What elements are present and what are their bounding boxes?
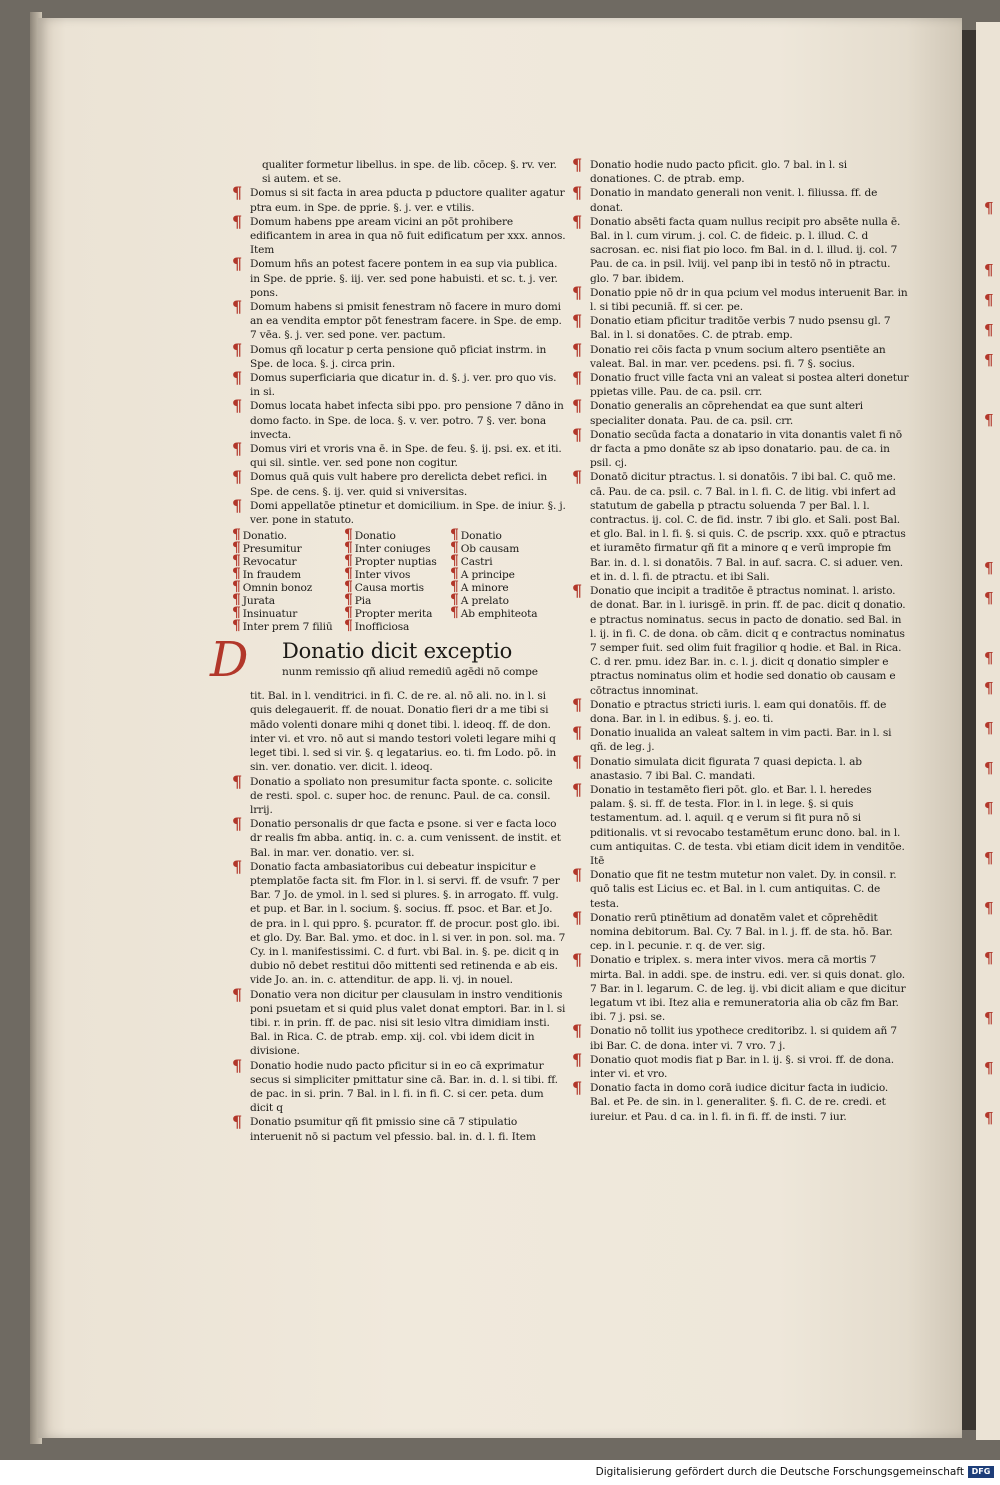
list-item: ¶ Domus si sit facta in area pducta p pductore qualiter agatur ptra eum. in Spe. de pprie. §. j. ver. e vtilis. bbox=[232, 183, 565, 214]
pilcrow-icon: ¶ bbox=[984, 679, 994, 697]
list-item: ¶ Donatio in mandato generali non venit. l. filiussa. ff. de donat. bbox=[572, 183, 878, 214]
index-cell: ¶ Donatio bbox=[344, 527, 396, 544]
pilcrow-icon: ¶ bbox=[572, 424, 583, 444]
list-item: ¶ Donatio generalis an cōprehendat ea que sunt alteri specialiter donata. Pau. de ca. psil. crr. bbox=[572, 396, 864, 427]
list-item: ¶ Donatio rei cōis facta p vnum socium altero psentiēte an valeat. Bal. in mar. ver. pcedens. psi. fi. 7 §. socius. bbox=[572, 339, 886, 370]
list-item: ¶ Donatio facta ambasiatoribus cui debeatur inspicitur e ptemplatōe facta sit. fm Flor. in l. si servi. ff. de vsufr. 7 per Bar. 7 Jo. de ymol. in l. sed si plures. §. in arrogato. ff. vulg. et pup. et Bar. in l. socium. §. socius. ff. psoc. et Bar. et Jo. de pra. in l. qui ppro. §. pcurator. ff. de procur. post glo. ibi. et glo. Dy. Bar. Bal. ymo. et doc. in l. si ver. in pon. sol. ma. 7 Cy. in l. manifestissimi. C. d furt. vbi Bal. in. §. pe. dicit q in dubio nō debet restitui dōo mittenti sed retinenda e ab eis. vide Jo. an. in. c. attenditur. de app. li. vj. in nouel. bbox=[232, 856, 566, 987]
heading-title: Donatio dicit exceptio bbox=[282, 639, 513, 664]
pilcrow-icon: ¶ bbox=[984, 199, 994, 217]
pilcrow-icon: ¶ bbox=[232, 605, 241, 622]
index-cell: ¶ Castri bbox=[450, 553, 493, 570]
pilcrow-icon: ¶ bbox=[572, 396, 583, 416]
pilcrow-icon: ¶ bbox=[984, 1009, 994, 1027]
pilcrow-icon: ¶ bbox=[450, 605, 459, 622]
pilcrow-icon: ¶ bbox=[232, 339, 243, 359]
list-item: ¶ Donatio facta in domo corā iudice dicitur facta in iudicio. Bal. et Pe. de sin. in l. generaliter. §. fi. C. de re. credi. et iureiur. et Pau. d ca. in l. fi. in fi. ff. de insti. 7 iur. bbox=[572, 1078, 889, 1123]
pilcrow-icon: ¶ bbox=[572, 1049, 583, 1069]
pilcrow-icon: ¶ bbox=[984, 899, 994, 917]
pilcrow-icon: ¶ bbox=[450, 553, 459, 570]
pilcrow-icon: ¶ bbox=[572, 1021, 583, 1041]
pilcrow-icon: ¶ bbox=[572, 155, 583, 174]
index-cell: ¶ A minore bbox=[450, 579, 509, 596]
list-item: ¶ Donatio inualida an valeat saltem in vim pacti. Bar. in l. si qñ. de leg. j. bbox=[572, 723, 892, 754]
index-cell: ¶ Inter vivos bbox=[344, 566, 411, 583]
index-cell: ¶ Propter nuptias bbox=[344, 553, 437, 570]
index-cell: ¶ Omnin bonoz bbox=[232, 579, 313, 596]
index-cell: ¶ A prelato bbox=[450, 592, 509, 609]
pilcrow-icon: ¶ bbox=[984, 589, 994, 607]
list-item: ¶ Domum habens ppe aream vicini an pōt prohibere edificantem in area in qua nō fuit edificatum per xxx. annos. Item bbox=[232, 211, 566, 257]
entry-list bbox=[572, 155, 910, 1124]
pilcrow-icon: ¶ bbox=[232, 984, 243, 1004]
list-item: ¶ Donatio que fit ne testm mutetur non valet. Dy. in consil. r. quō talis est Licius ec. et Bal. in l. cum antiquitas. C. de testa. bbox=[572, 865, 897, 910]
pilcrow-icon: ¶ bbox=[572, 723, 583, 743]
pilcrow-icon: ¶ bbox=[572, 211, 583, 231]
pilcrow-icon: ¶ bbox=[232, 211, 243, 231]
pilcrow-icon: ¶ bbox=[344, 540, 353, 557]
pilcrow-icon: ¶ bbox=[232, 439, 243, 459]
pilcrow-icon: ¶ bbox=[984, 759, 994, 777]
pilcrow-icon: ¶ bbox=[572, 183, 583, 203]
index-cell: ¶ Revocatur bbox=[232, 553, 297, 570]
body-paragraph: tit. Bal. in l. venditrici. in fi. C. de re. al. nō ali. no. in l. si quis delegauerit. ff. de nouat. Donatio fieri dr a me tibi si mādo volenti donare mihi q donet tibi. l. ideoq. ff. de don. inter vi. et vro. nō aut si mando testori voleti legare mihi q leget tibi. l. sed si vir. §. q legatarius. eo. ti. fm Lodo. pō. in sin. ver. donatio. ver. dicit. l. ideoq. bbox=[250, 690, 557, 774]
index-cell: ¶ Ob causam bbox=[450, 540, 520, 557]
index-cell: ¶ Causa mortis bbox=[344, 579, 424, 596]
list-item: ¶ Domus locata habet infecta sibi ppo. pro pensione 7 dāno in domo facto. in Spe. de loca. §. v. ver. potro. 7 §. ver. bona invecta. bbox=[232, 396, 564, 441]
pilcrow-icon: ¶ bbox=[572, 1078, 583, 1098]
list-item: ¶ Donatio secūda facta a donatario in vita donantis valet fi nō dr facta a pmo donāte sz ab ipso donatario. pau. de ca. in psil. cj. bbox=[572, 424, 902, 470]
pilcrow-icon: ¶ bbox=[232, 856, 243, 876]
index-cell: ¶ Presumitur bbox=[232, 540, 302, 557]
index-cell: ¶ Inter prem 7 filiū bbox=[232, 618, 333, 635]
index-cell: ¶ Insinuatur bbox=[232, 605, 298, 622]
list-item: ¶ Donatio absēti facta quam nullus recipit pro absēte nulla ē. Bal. in l. cum virum. j. col. C. de fideic. p. l. illud. C. d sacrosan. ec. nisi fiat pio loco. fm Bal. in d. l. illud. ij. col. 7 Pau. de ca. in psil. lviij. vel panp ibi in testō nō in ptractu. glo. 7 bar. ibidem. bbox=[572, 211, 901, 285]
list-item: ¶ Donatio quot modis fiat p Bar. in l. ij. §. si vroi. ff. de dona. inter vi. et vro. bbox=[572, 1049, 894, 1080]
pilcrow-icon: ¶ bbox=[232, 183, 243, 203]
pilcrow-icon: ¶ bbox=[232, 618, 241, 635]
pilcrow-icon: ¶ bbox=[344, 579, 353, 596]
pilcrow-icon: ¶ bbox=[232, 368, 243, 388]
pilcrow-icon: ¶ bbox=[572, 907, 583, 927]
list-item: ¶ Donatio hodie nudo pacto pficit. glo. 7 bal. in l. si donationes. C. de ptrab. emp. bbox=[572, 155, 848, 186]
pilcrow-icon: ¶ bbox=[232, 566, 241, 583]
pilcrow-icon: ¶ bbox=[344, 553, 353, 570]
right-text-column bbox=[572, 155, 910, 1124]
index-cell: ¶ Inter coniuges bbox=[344, 540, 431, 557]
pilcrow-icon: ¶ bbox=[984, 849, 994, 867]
list-item: ¶ Donatio simulata dicit figurata 7 quasi depicta. l. ab anastasio. 7 ibi Bal. C. mandati. bbox=[572, 751, 862, 782]
funding-notice: Digitalisierung gefördert durch die Deutsche Forschungsgemeinschaft bbox=[595, 1466, 964, 1478]
pilcrow-icon: ¶ bbox=[232, 297, 243, 317]
pilcrow-icon: ¶ bbox=[232, 771, 243, 791]
pilcrow-icon: ¶ bbox=[232, 1055, 243, 1075]
left-text-column bbox=[210, 158, 566, 1144]
pilcrow-icon: ¶ bbox=[450, 540, 459, 557]
pilcrow-icon: ¶ bbox=[344, 527, 353, 544]
pilcrow-icon: ¶ bbox=[572, 467, 583, 487]
dfg-logo-icon: DFG bbox=[968, 1466, 994, 1478]
entry-list bbox=[232, 771, 566, 1144]
pilcrow-icon: ¶ bbox=[984, 1059, 994, 1077]
list-item: ¶ Donatio personalis dr que facta e psone. si ver e facta loco dr realis fm abba. antiq. in. c. a. cum venissent. de instit. et Bal. in mar. ver. donatio. ver. si. bbox=[232, 814, 561, 859]
entry-list bbox=[232, 183, 566, 527]
footer-bar bbox=[0, 1460, 1000, 1485]
index-cell: ¶ In fraudem bbox=[232, 566, 301, 583]
pilcrow-icon: ¶ bbox=[344, 592, 353, 609]
list-item: ¶ Domus superficiaria que dicatur in. d. §. j. ver. pro quo vis. in si. bbox=[232, 368, 557, 399]
pilcrow-icon: ¶ bbox=[232, 1112, 243, 1132]
pilcrow-icon: ¶ bbox=[232, 592, 241, 609]
section-heading bbox=[210, 632, 566, 689]
pilcrow-icon: ¶ bbox=[572, 581, 583, 601]
index-cell: ¶ Inofficiosa bbox=[344, 618, 410, 635]
pilcrow-icon: ¶ bbox=[984, 351, 994, 369]
list-item: ¶ Domum hñs an potest facere pontem in ea sup via publica. in Spe. de pprie. §. iij. ver. sed pone habuisti. et sc. t. j. ver. pons. bbox=[232, 254, 558, 299]
pilcrow-icon: ¶ bbox=[572, 779, 583, 799]
list-item: ¶ Domum habens si pmisit fenestram nō facere in muro domi an ea vendita emptor pōt fenestram facere. in Spe. de emp. 7 vēa. §. j. ver. sed pone. ver. pactum. bbox=[232, 297, 562, 342]
pilcrow-icon: ¶ bbox=[984, 719, 994, 737]
pilcrow-icon: ¶ bbox=[572, 865, 583, 885]
pilcrow-icon: ¶ bbox=[450, 579, 459, 596]
index-cell: ¶ A principe bbox=[450, 566, 515, 583]
decorated-initial: D bbox=[210, 632, 249, 689]
pilcrow-icon: ¶ bbox=[232, 467, 243, 487]
list-item: ¶ Donatio e ptractus stricti iuris. l. eam qui donatōis. ff. de dona. Bar. in l. in edibus. §. j. eo. ti. bbox=[572, 694, 887, 725]
pilcrow-icon: ¶ bbox=[984, 261, 994, 279]
pilcrow-icon: ¶ bbox=[232, 254, 243, 274]
pilcrow-icon: ¶ bbox=[572, 694, 583, 714]
pilcrow-icon: ¶ bbox=[984, 1109, 994, 1127]
list-item: ¶ Donatio psumitur qñ fit pmissio sine cā 7 stipulatio interuenit nō si pactum vel pfessio. bal. in. d. l. fi. Item bbox=[232, 1112, 536, 1143]
index-cell: ¶ Propter merita bbox=[344, 605, 433, 622]
pilcrow-icon: ¶ bbox=[344, 605, 353, 622]
pilcrow-icon: ¶ bbox=[232, 527, 241, 544]
pilcrow-icon: ¶ bbox=[344, 566, 353, 583]
pilcrow-icon: ¶ bbox=[572, 282, 583, 302]
pilcrow-icon: ¶ bbox=[572, 311, 583, 331]
pilcrow-icon: ¶ bbox=[572, 368, 583, 388]
pilcrow-icon: ¶ bbox=[450, 592, 459, 609]
pilcrow-icon: ¶ bbox=[232, 814, 243, 834]
pilcrow-icon: ¶ bbox=[232, 540, 241, 557]
pilcrow-icon: ¶ bbox=[232, 553, 241, 570]
list-item: ¶ Donatō dicitur ptractus. l. si donatōis. 7 ibi bal. C. quō me. cā. Pau. de ca. psil. c. 7 Bal. in l. fi. C. de litig. vbi infert ad statutum de gabella p ptractu soluenda 7 per Bal. l. l. contractus. ij. col. C. de fid. instr. 7 ibi glo. et Sali. post Bal. et glo. Bal. in l. fi. §. si quis. C. de pscrip. xxx. quō e ptractus et iuramēto firmatur qñ fit a minore q e verū impropie fm Bar. in. d. l. si donatōis. 7 Bal. in auf. sacra. C. si aduer. ven. et in. d. l. fi. de ptractu. et ibi Sali. bbox=[572, 467, 906, 583]
book-gutter bbox=[962, 30, 976, 1430]
index-cell: ¶ Donatio bbox=[450, 527, 502, 544]
pilcrow-icon: ¶ bbox=[572, 751, 583, 771]
heading-subline: nunm remissio qñ aliud remediū agēdi nō compe bbox=[282, 666, 538, 679]
list-item: ¶ Domus viri et vroris vna ē. in Spe. de feu. §. ij. psi. ex. et iti. qui sil. sintle. ver. sed pone non cogitur. bbox=[232, 439, 562, 470]
index-cell: ¶ Donatio. bbox=[232, 527, 287, 544]
index-cell: ¶ Jurata bbox=[232, 592, 275, 609]
list-item: ¶ Donatio rerū ptinētium ad donatēm valet et cōprehēdit nomina debitorum. Bal. Cy. 7 Bal. in l. j. ff. de sta. hō. Bar. cep. in l. pecunie. r. q. de ver. sig. bbox=[572, 907, 893, 953]
continued-entry: qualiter formetur libellus. in spe. de lib. cōcep. §. rv. ver. si autem. et se. bbox=[262, 159, 557, 186]
pilcrow-icon: ¶ bbox=[984, 291, 994, 309]
list-item: ¶ Donatio nō tollit ius ypothece creditoribz. l. si quidem añ 7 ibi Bar. C. de dona. inter vi. 7 vro. 7 j. bbox=[572, 1021, 897, 1052]
list-item: ¶ Donatio in testamēto fieri pōt. glo. et Bar. l. l. heredes palam. §. si. ff. de testa. Flor. in l. in lege. §. si quis testamentum. ad. l. aquil. q e verum si fit pura nō si pditionalis. vt si revocabo testamētum erunc dono. bal. in l. cum antiquitas. C. de testa. vbi etiam dicit idem in venditōe. Itē bbox=[572, 779, 905, 867]
next-page-strip bbox=[976, 22, 1000, 1440]
list-item: ¶ Donatio vera non dicitur per clausulam in instro venditionis poni psuetam et si quid plus valet donat emptori. Bar. in l. si tibi. r. in prin. ff. de pac. nisi sit lesio vltra dimidiam insti. Bal. in Rica. C. de ptrab. emp. xij. col. vbi idem dicit in divisione. bbox=[232, 984, 566, 1058]
pilcrow-icon: ¶ bbox=[984, 649, 994, 667]
list-item: ¶ Donatio hodie nudo pacto pficitur si in eo cā exprimatur secus si simpliciter pmittatur sine cā. Bar. in. d. l. si tibi. ff. de pac. in si. prin. 7 Bal. in l. fi. in fi. C. si cer. peta. dum dicit q bbox=[232, 1055, 558, 1115]
list-item: ¶ Donatio ppie nō dr in qua pcium vel modus interuenit Bar. in l. si tibi pecuniā. ff. si cer. pe. bbox=[572, 282, 908, 314]
pilcrow-icon: ¶ bbox=[232, 579, 241, 596]
pilcrow-icon: ¶ bbox=[572, 339, 583, 359]
list-item: ¶ Donatio etiam pficitur traditōe verbis 7 nudo psensu gl. 7 Bal. in l. si donatōes. C. de ptrab. emp. bbox=[572, 311, 891, 342]
index-cell: ¶ Pia bbox=[344, 592, 372, 609]
list-item: ¶ Domi appellatōe ptinetur et domicilium. in Spe. de iniur. §. j. ver. pone in statuto. bbox=[232, 495, 566, 527]
pilcrow-icon: ¶ bbox=[984, 321, 994, 339]
list-item: ¶ Donatio fruct ville facta vni an valeat si postea alteri donetur ppietas ville. Pau. de ca. psil. crr. bbox=[572, 368, 909, 399]
list-item: ¶ Donatio que incipit a traditōe ē ptractus nominat. l. aristo. de donat. Bar. in l. iurisgē. in prin. ff. de pac. dicit q donatio. e ptractus nominatus. secus in pacto de donatio. sed Bal. in l. ij. in fi. C. de dona. ob cām. dicit q e contractus nominatus 7 semper fuit. sed olim fuit fragilior q hodie. et Bal. in Rica. C. d rer. pmu. idez Bar. in. c. l. j. dicit q donatio simpler e ptractus nominatus olim et hodie sed donatio ob causam e cōtractus innominat. bbox=[572, 581, 906, 697]
list-item: ¶ Domus quā quis vult habere pro derelicta debet refici. in Spe. de cens. §. ij. ver. quid si vniversitas. bbox=[232, 467, 548, 498]
list-item: ¶ Donatio e triplex. s. mera inter vivos. mera cā mortis 7 mirta. Bal. in addi. spe. de instru. edi. ver. si quis donat. glo. 7 Bar. in l. legarum. C. de leg. ij. vbi dicit aliam e que dicitur legatum vt ibi. Itez alia e remuneratoria alia ob cāz fm Bar. ibi. 7 j. psi. se. bbox=[572, 950, 906, 1024]
subject-index-table bbox=[232, 529, 566, 633]
list-item: ¶ Domus qñ locatur p certa pensione quō pficiat instrm. in Spe. de loca. §. j. circa prin. bbox=[232, 339, 547, 370]
pilcrow-icon: ¶ bbox=[232, 495, 243, 515]
index-cell: ¶ Ab emphiteota bbox=[450, 605, 538, 622]
pilcrow-icon: ¶ bbox=[232, 396, 243, 416]
pilcrow-icon: ¶ bbox=[450, 527, 459, 544]
pilcrow-icon: ¶ bbox=[984, 799, 994, 817]
pilcrow-icon: ¶ bbox=[984, 559, 994, 577]
pilcrow-icon: ¶ bbox=[450, 566, 459, 583]
pilcrow-icon: ¶ bbox=[984, 949, 994, 967]
list-item: ¶ Donatio a spoliato non presumitur facta sponte. c. solicite de resti. spol. c. super hoc. de renunc. Paul. de ca. consil. lrrij. bbox=[232, 771, 553, 816]
pilcrow-icon: ¶ bbox=[572, 950, 583, 970]
pilcrow-icon: ¶ bbox=[984, 411, 994, 429]
pilcrow-icon: ¶ bbox=[344, 618, 353, 635]
